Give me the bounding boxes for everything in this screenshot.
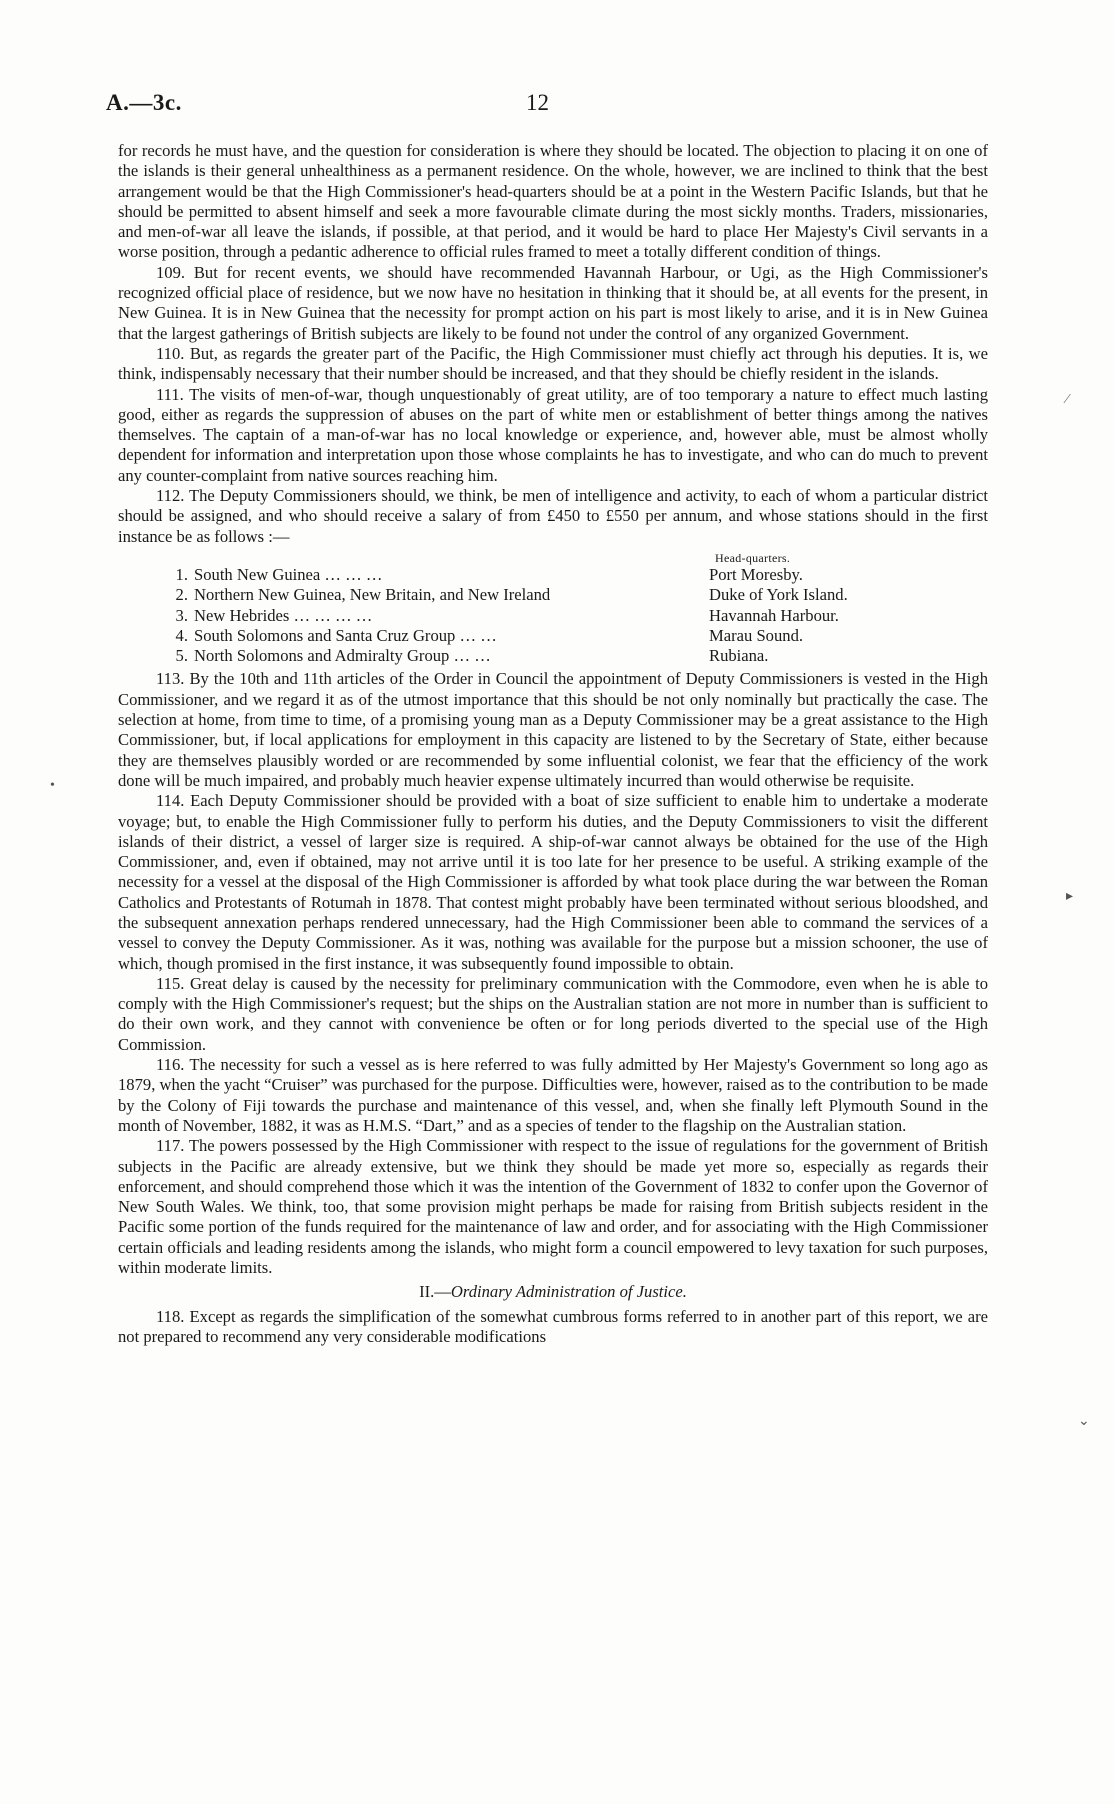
station-headquarters: Rubiana. <box>709 646 769 666</box>
station-district <box>194 646 709 666</box>
stations-table <box>118 565 988 666</box>
paragraph-117: 117. The powers possessed by the High Commissioner with respect to the issue of regulations for the government of British subjects in the Pacific are already extensive, but we think they should be made yet more so, especially as regards their enforcement, and should comprehend those which it was the intention of the Government of 1832 to confer upon the Governor of New South Wales. We think, too, that some provision might perhaps be made for raising from British subjects resident in the Pacific some portion of the funds required for the maintenance of law and order, and for associating with the High Commissioner certain officials and leading residents among the islands, who might form a council empowered to levy taxation for such purposes, within moderate limits. <box>118 1136 988 1278</box>
paragraph-109: 109. But for recent events, we should have recommended Havannah Harbour, or Ugi, as the High Commissioner's recognized official place of residence, but we now have no hesitation in thinking that it should be, at all events for the present, in New Guinea. It is in New Guinea that the necessity for prompt action on his part is most likely to arise, and it is in New Guinea that the largest gatherings of British subjects are likely to be found not under the control of any organized Government. <box>118 262 988 343</box>
section-numeral: II.— <box>419 1282 451 1302</box>
dot-leader: … … <box>455 625 497 645</box>
headquarters-caption: Head-quarters. <box>715 550 791 565</box>
station-number: 1. <box>175 564 188 584</box>
station-number: 2. <box>175 585 188 605</box>
section-heading <box>118 1282 988 1302</box>
paragraph-118: 118. Except as regards the simplification of the somewhat cumbrous forms referred to in another part of this report, we are not prepared to recommend any very considerable modifications <box>118 1306 988 1346</box>
paragraph-110: 110. But, as regards the greater part of the Pacific, the High Commissioner must chiefly act through his deputies. It is, we think, indispensably necessary that their number should be increased, and that they should be chiefly resident in the islands. <box>118 343 988 384</box>
paragraph-continuation: for records he must have, and the question for consideration is where they should be located. The objection to placing it on one of the islands is their general unhealthiness as a permanent residence. On the whole, however, we are inclined to think that the best arrangement would be that the High Commissioner's head-quarters should be at a point in the Western Pacific Islands, but that he should be permitted to absent himself and seek a more favourable climate during the most sickly months. Traders, missionaries, and men-of-war all leave the islands, if possible, at that period, and it would be hard to place Her Majesty's Civil servants in a worse position, through a pedantic adherence to official rules framed to meet a totally different condition of things. <box>118 141 988 262</box>
station-row <box>118 626 988 646</box>
margin-arrow-mark: ⌄ <box>1078 1414 1090 1429</box>
document-body <box>118 141 988 1347</box>
station-headquarters: Port Moresby. <box>709 564 803 584</box>
paragraph-116: 116. The necessity for such a vessel as is here referred to was fully admitted by Her Majesty's Government so long ago as 1879, when the yacht “Cruiser” was purchased for the purpose. Difficulties were, however, raised as to the contribution to be made by the Colony of Fiji towards the purchase and maintenance of this vessel, and, when she finally left Plymouth Sound in the month of November, 1882, it was as H.M.S. “Dart,” and as a species of tender to the flagship on the Australian station. <box>118 1055 988 1135</box>
station-district <box>194 606 709 626</box>
district-name: South New Guinea <box>194 564 321 584</box>
station-district <box>194 626 709 646</box>
station-row <box>118 565 988 585</box>
district-name: New Hebrides <box>194 605 290 625</box>
station-row <box>118 585 988 605</box>
station-number: 4. <box>175 625 188 645</box>
document-reference: A.—3c. <box>106 90 182 115</box>
district-name: Northern New Guinea, New Britain, and New Ireland <box>194 585 551 605</box>
paragraph-112: 112. The Deputy Commissioners should, we think, be men of intelligence and activity, to each of whom a particular district should be assigned, and who should receive a salary of from £450 to £550 per annum, and whose stations should in the first instance be as follows :— <box>118 486 988 546</box>
paragraph-111: 111. The visits of men-of-war, though unquestionably of great utility, are of too temporary a nature to effect much lasting good, either as regards the suppression of abuses on the part of white men or establishment of better things among the natives themselves. The captain of a man-of-war has no local knowledge or experience, and, however able, must be almost wholly dependent for information and interpretation upon those whose complaints he has to investigate, and who can do much to prevent any counter-complaint from native sources reaching him. <box>118 384 988 485</box>
station-number: 5. <box>175 646 188 666</box>
station-number: 3. <box>175 605 188 625</box>
district-name: North Solomons and Admiralty Group <box>194 646 450 666</box>
paragraph-114: 114. Each Deputy Commissioner should be provided with a boat of size sufficient to enable him to undertake a moderate voyage; but, to enable the High Commissioner fully to perform his duties, and the Deputy Commissioners to visit the different islands of their district, a vessel of larger size is required. A ship-of-war cannot always be obtained for the use of the High Commissioner, and, even if obtained, may not arrive until it is too late for her presence to be useful. A striking example of the necessity for a vessel at the disposal of the High Commissioner is afforded by what took place during the war between the Roman Catholics and Protestants of Rotumah in 1878. That contest might probably have been terminated without serious bloodshed, and the subsequent annexation perhaps rendered unnecessary, had the High Commissioner been able to command the services of a vessel to convey the Deputy Commissioner. As it was, nothing was available for the purpose but a mission schooner, the use of which, though promised in the first instance, it was subsequently found impossible to obtain. <box>118 791 988 973</box>
dot-leader: … … <box>449 646 491 666</box>
margin-tick-mark: ⁄ <box>1066 392 1069 407</box>
station-row <box>118 646 988 666</box>
margin-dot-mark: • <box>50 778 55 793</box>
paragraph-113: 113. By the 10th and 11th articles of the Order in Council the appointment of Deputy Commissioners is vested in the High Commissioner, and we regard it as of the utmost importance that this should be not only nominally but practically the case. The selection at home, from time to time, of a promising young man as a Deputy Commissioner may be a great assistance to the High Commissioner, but, if local applications for employment in this capacity are listened to by the Secretary of State, either because they are themselves plausibly worded or are recommended by some influential colonist, we fear that the efficiency of the work done will be much impaired, and probably much heavier expense ultimately incurred than would otherwise be requisite. <box>118 669 988 790</box>
station-headquarters: Havannah Harbour. <box>709 605 839 625</box>
section-title: Ordinary Administration of Justice. <box>450 1282 687 1302</box>
paragraph-115: 115. Great delay is caused by the necessity for preliminary communication with the Commodore, even when he is able to comply with the High Commissioner's request; but the ships on the Australian station are not more in number than is sufficient to do their own work, and they cannot with convenience be often or for long periods diverted to the special use of the High Commission. <box>118 973 988 1054</box>
station-district <box>194 585 709 605</box>
station-row <box>118 606 988 626</box>
page-header <box>106 90 986 124</box>
district-name: South Solomons and Santa Cruz Group <box>194 625 456 645</box>
station-district <box>194 565 709 585</box>
page-number: 12 <box>526 90 549 115</box>
dot-leader: … … … … <box>289 605 373 625</box>
station-headquarters: Duke of York Island. <box>709 585 848 605</box>
station-headquarters: Marau Sound. <box>709 625 804 645</box>
margin-arrow-mark: ▸ <box>1066 889 1074 904</box>
dot-leader: … … … <box>320 564 383 584</box>
